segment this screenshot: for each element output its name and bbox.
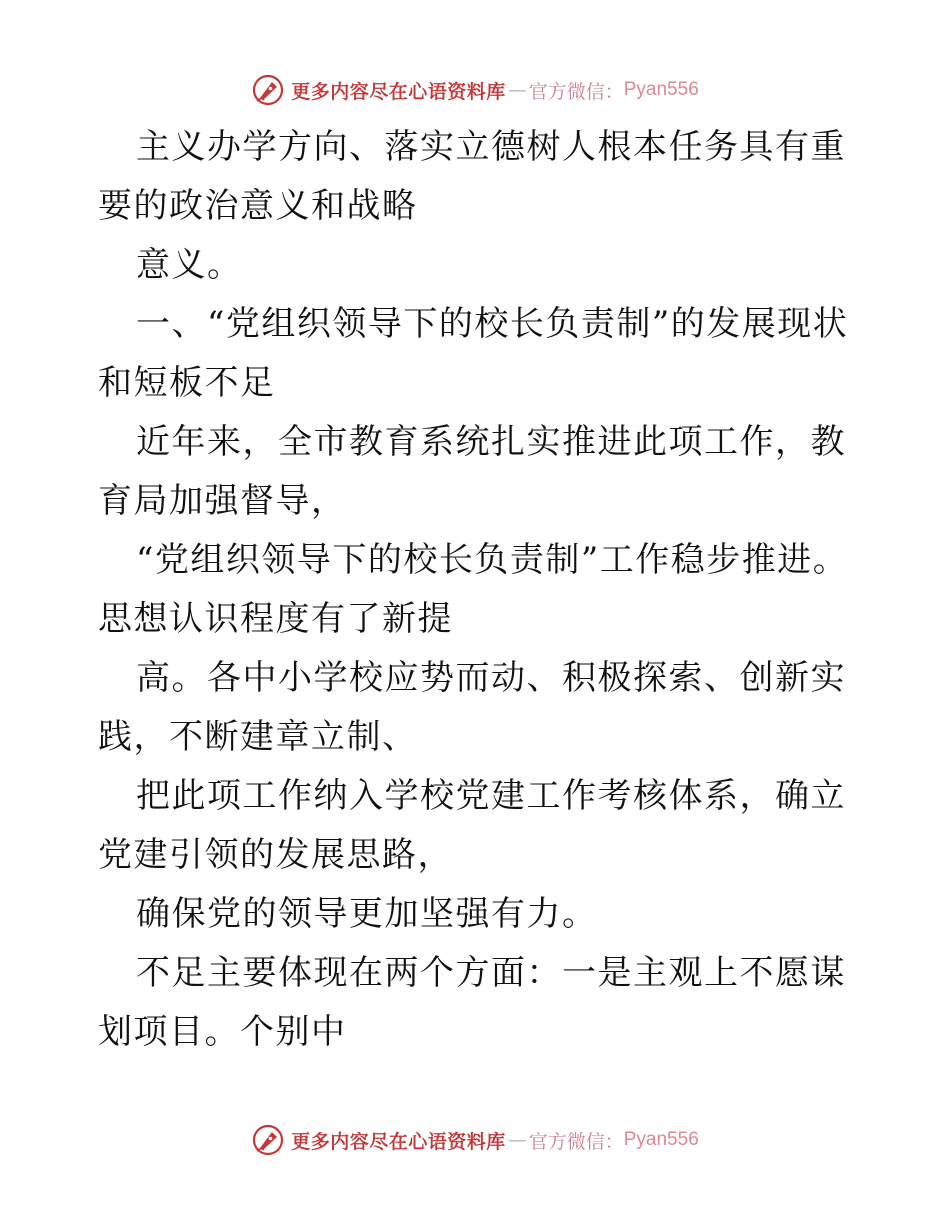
document-body <box>98 118 854 1062</box>
footer-separator: — <box>507 1129 527 1151</box>
footer-wechat-label: 官方微信： <box>528 1130 624 1153</box>
pen-nib-logo-icon <box>251 1123 285 1157</box>
header-wechat-label: 官方微信： <box>528 80 624 103</box>
paragraph-5: 高。各中小学校应势而动、积极探索、创新实践，不断建章立制、 <box>98 658 846 757</box>
header-wechat-id: Pyan556 <box>623 79 699 100</box>
paragraph-3: 近年来，全市教育系统扎实推进此项工作，教育局加强督导， <box>98 422 846 521</box>
header-separator: — <box>507 79 527 101</box>
paragraph-4: “党组织领导下的校长负责制”工作稳步推进。思想认识程度有了新提 <box>98 540 849 639</box>
paragraph-2: 意义。 <box>136 245 243 285</box>
paragraph-1: 主义办学方向、落实立德树人根本任务具有重要的政治意义和战略 <box>98 127 846 226</box>
footer-watermark-banner <box>0 1120 950 1160</box>
section-heading: 一、“党组织领导下的校长负责制”的发展现状和短板不足 <box>98 304 849 403</box>
header-site-text: 更多内容尽在心语资料库 <box>291 80 506 103</box>
footer-wechat-id: Pyan556 <box>623 1129 699 1150</box>
paragraph-8: 不足主要体现在两个方面：一是主观上不愿谋划项目。个别中 <box>98 953 846 1052</box>
paragraph-7: 确保党的领导更加坚强有力。 <box>136 894 598 934</box>
paragraph-6: 把此项工作纳入学校党建工作考核体系，确立党建引领的发展思路， <box>98 776 846 875</box>
footer-site-text: 更多内容尽在心语资料库 <box>291 1130 506 1153</box>
pen-nib-logo-icon <box>251 73 285 107</box>
header-watermark-banner <box>0 70 950 110</box>
